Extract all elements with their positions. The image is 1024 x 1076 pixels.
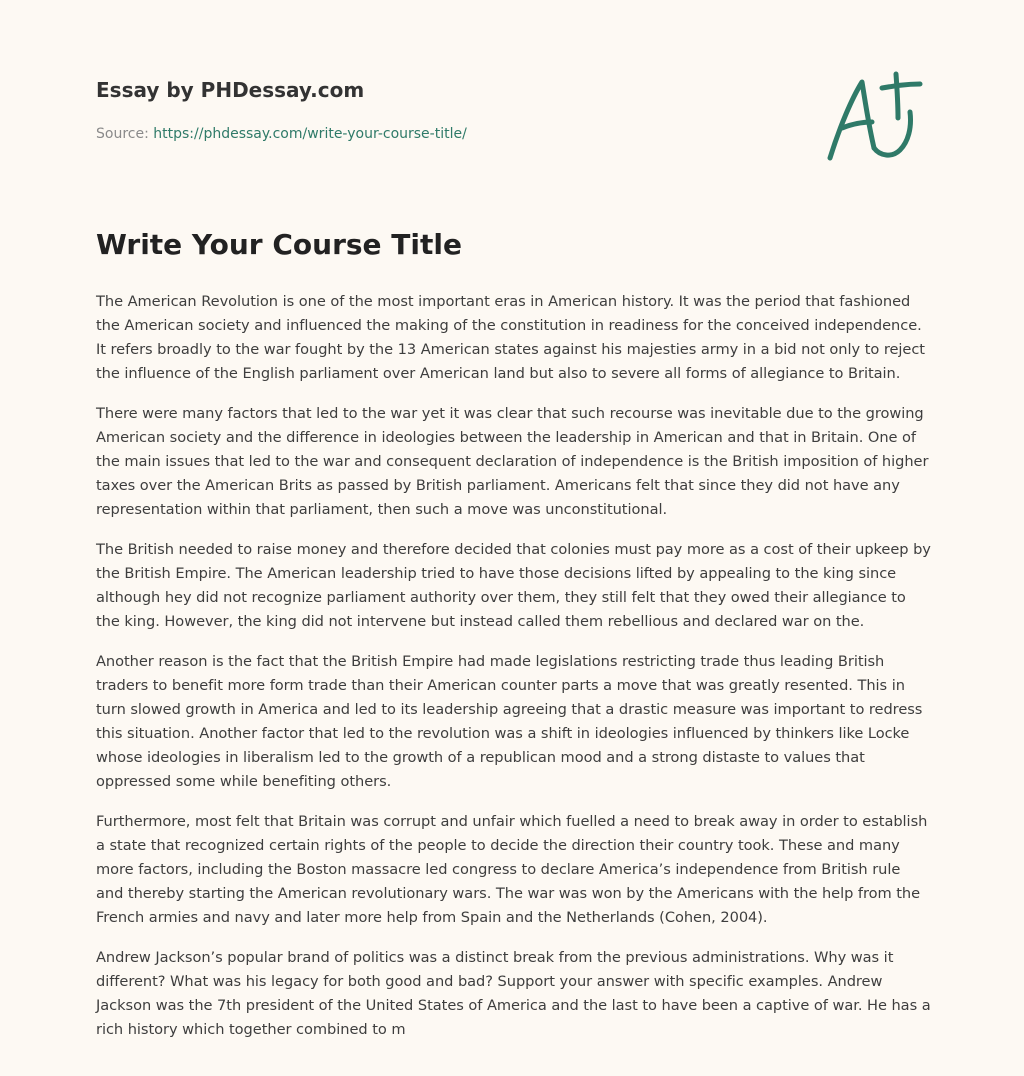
article (96, 226, 932, 1058)
essay-title: Write Your Course Title (96, 228, 462, 261)
source-label: Source: (96, 126, 154, 142)
source-link[interactable]: https://phdessay.com/write-your-course-title/ (153, 126, 467, 142)
essay-paragraph: The American Revolution is one of the most important eras in American history. It was the period that fashioned the American society and influenced the making of the constitution in readiness for the conceived independence. It refers broadly to the war fought by the 13 American states against his majesties army in a bid not only to reject the influence of the English parliament over American land but also to severe all forms of allegiance to Britain. (96, 293, 925, 382)
essay-paragraph: Andrew Jackson’s popular brand of politics was a distinct break from the previous administrations. Why was it different? What was his legacy for both good and bad? Support your answer with specific examples. Andrew Jackson was the 7th president of the United States of America and the last to have been a captive of war. He has a rich history which together combined to m (96, 949, 931, 1038)
site-brand: Essay by PHDessay.com (96, 78, 365, 102)
essay-paragraph: The British needed to raise money and therefore decided that colonies must pay more as a cost of their upkeep by the British Empire. The American leadership tried to have those decisions lifted by appealing to the king since although hey did not recognize parliament authority over them, they still felt that they owed their allegiance to the king. However, the king did not intervene but instead called them rebellious and declared war on the. (96, 541, 931, 630)
essay-paragraph: Another reason is the fact that the British Empire had made legislations restricting trade thus leading British traders to benefit more form trade than their American counter parts a move that was greatly resented. This in turn slowed growth in America and led to its leadership agreeing that a drastic measure was important to redress this situation. Another factor that led to the revolution was a shift in ideologies influenced by thinkers like Locke whose ideologies in liberalism led to the growth of a republican mood and a strong distaste to values that oppressed some while benefiting others. (96, 653, 923, 790)
source-line (96, 124, 796, 144)
essay-paragraph: There were many factors that led to the war yet it was clear that such recourse was inevitable due to the growing American society and the difference in ideologies between the leadership in American and that in Britain. One of the main issues that led to the war and consequent declaration of independence is the British imposition of higher taxes over the American Brits as passed by British parliament. Americans felt that since they did not have any representation within that parliament, then such a move was unconstitutional. (96, 405, 929, 518)
page-header (96, 76, 796, 144)
essay-paragraph: Furthermore, most felt that Britain was corrupt and unfair which fuelled a need to break away in order to establish a state that recognized certain rights of the people to decide the direction their country took. These and many more factors, including the Boston massacre led congress to declare America’s independence from British rule and thereby starting the American revolutionary wars. The war was won by the Americans with the help from the French armies and navy and later more help from Spain and the Netherlands (Cohen, 2004). (96, 813, 928, 926)
a-plus-logo-icon (818, 66, 930, 166)
